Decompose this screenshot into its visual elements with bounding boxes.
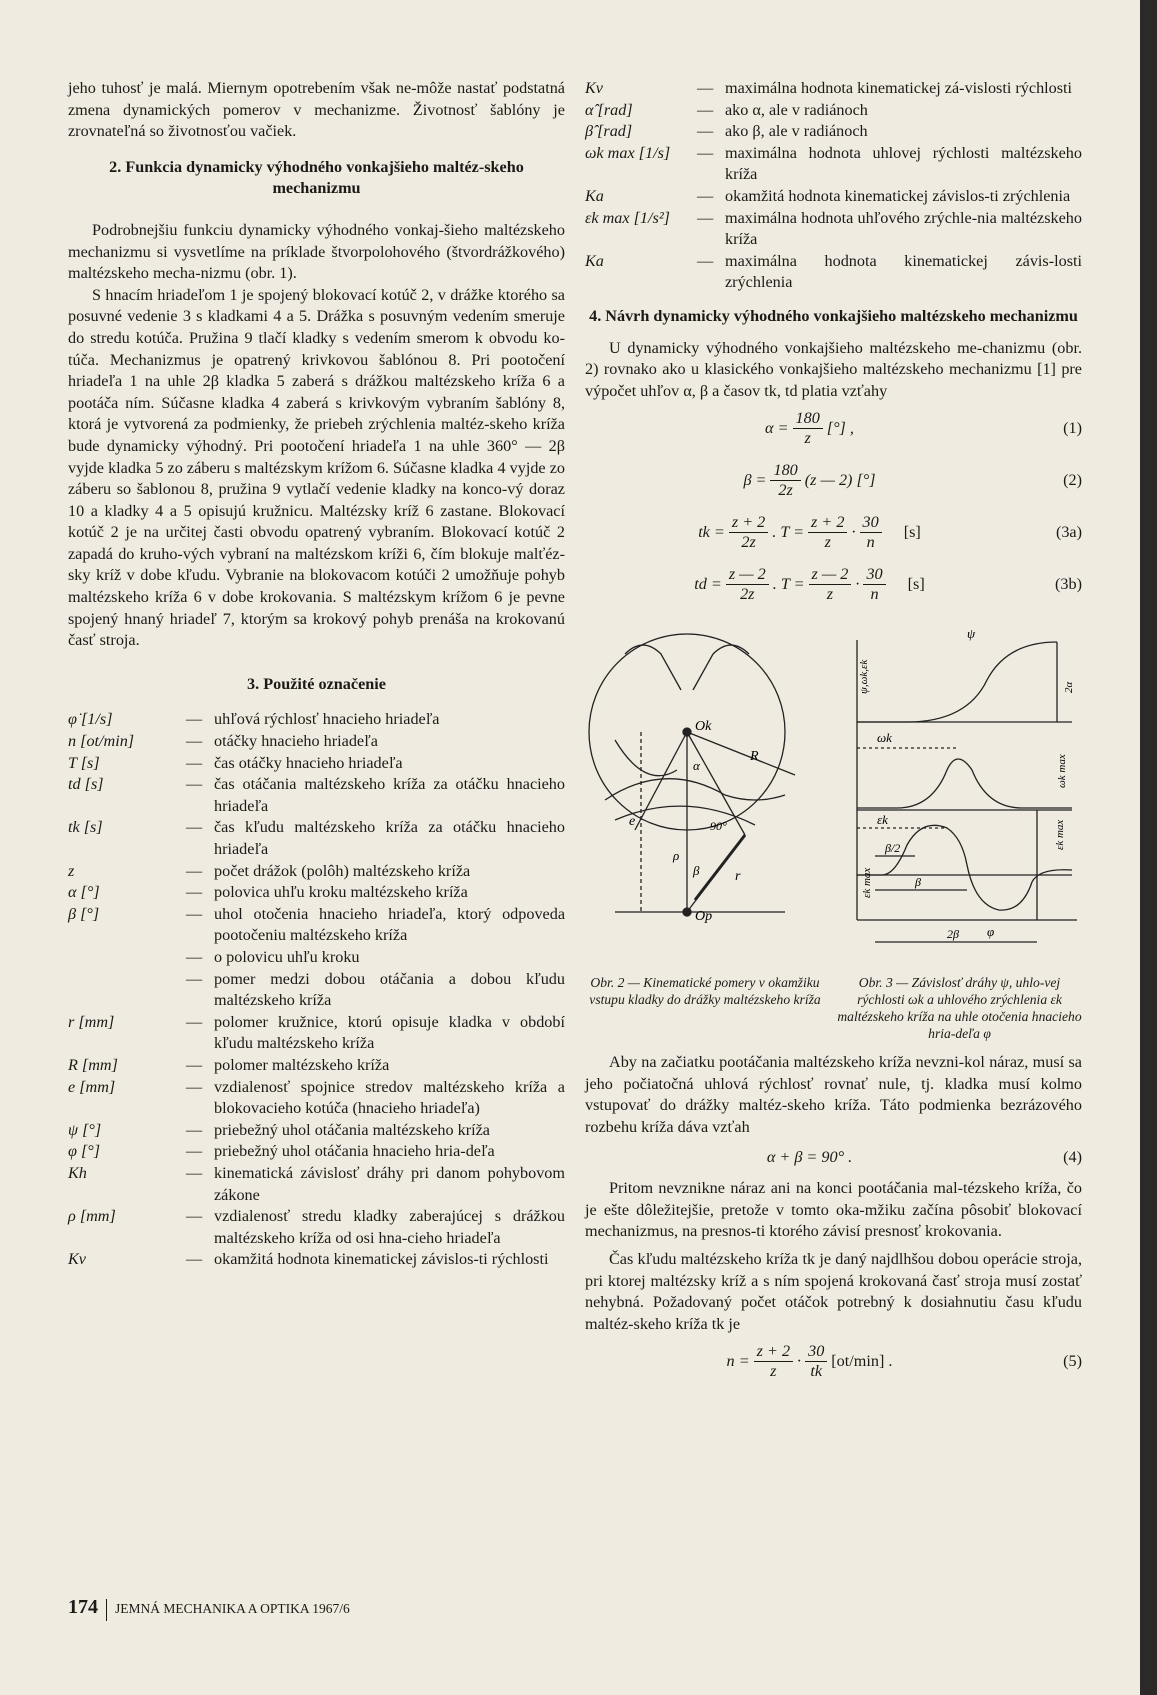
- symbol-row: [68, 753, 565, 775]
- intro-paragraph: jeho tuhosť je malá. Miernym opotrebením však ne-môže nastať podstatná zmena dynamických pomerov v mechanizme. Životnosť šablóny je zrovnateľná so životnosťou vačiek.: [68, 79, 565, 141]
- symbol-dash: —: [186, 1163, 203, 1182]
- figure-2: [585, 620, 825, 972]
- eq2-rhs: (z — 2) [°]: [804, 470, 876, 489]
- symbol: εk max [1/s²]: [585, 208, 670, 227]
- symbol-row: [68, 1120, 565, 1142]
- fig3-eps-max-label-2: εk max: [861, 868, 873, 899]
- symbol-description: okamžitá hodnota kinematickej závislos-ti zrýchlenia: [725, 186, 1071, 205]
- symbol: R [mm]: [68, 1055, 118, 1074]
- eq2-fraction: [770, 461, 800, 500]
- symbol: Kv: [68, 1250, 86, 1269]
- maltese-cross-diagram: [585, 620, 825, 965]
- symbol-row: [68, 1141, 565, 1163]
- left-column: [68, 78, 565, 1271]
- fig3-omega-label: ωk: [877, 730, 892, 746]
- symbol-row: [68, 1206, 565, 1249]
- symbol: α [°]: [68, 883, 100, 902]
- eq3b-fraction-3: [863, 565, 885, 604]
- fig3-axis-label: ψ,ωk,εk: [858, 660, 870, 695]
- fig3-eps-label: εk: [877, 812, 888, 828]
- fig3-two-alpha-label: 2α: [1063, 682, 1075, 694]
- eq3b-num-1: z — 2: [726, 565, 769, 585]
- fig2-alpha-label: α: [693, 758, 700, 774]
- symbol-row: [68, 882, 565, 904]
- fig3-omega-max-label: ωk max: [1056, 754, 1068, 789]
- eq5-num-2: 30: [805, 1342, 827, 1362]
- symbol-row: [585, 251, 1082, 294]
- eq4-number: (4): [1063, 1148, 1082, 1167]
- symbol-row: [68, 1012, 565, 1055]
- symbol-description: polomer kružnice, ktorú opisuje kladka v období kľudu maltézskeho kríža: [214, 1012, 565, 1053]
- fig3-beta-half-label: β/2: [885, 841, 901, 856]
- eq3a-fraction-3: [860, 513, 882, 552]
- fig3-eps-max-label: εk max: [1054, 820, 1066, 851]
- symbol-dash: —: [186, 1055, 203, 1074]
- fig2-rho-label: ρ: [673, 848, 680, 864]
- symbol-dash: —: [186, 732, 203, 751]
- eq3a-num-2: z + 2: [808, 513, 847, 533]
- symbol-list-continued: [585, 78, 1082, 294]
- symbol-dash: —: [186, 710, 203, 729]
- equation-3b: td = $\frac{z — 2}{2z}$ . T = $\frac{z — 2}{z}$ · $\frac{30}{n}$ [s] (3b): [694, 564, 1082, 603]
- symbol-description: o polovicu uhľu kroku: [214, 947, 360, 966]
- symbol-row: [68, 774, 565, 817]
- fig3-phi-label: φ: [987, 924, 995, 940]
- symbol: tk [s]: [68, 818, 103, 837]
- symbol-description: priebežný uhol otáčania hnacieho hria-deľa: [214, 1142, 495, 1161]
- symbol: r [mm]: [68, 1012, 115, 1031]
- symbol-dash: —: [186, 1077, 203, 1096]
- symbol-dash: —: [186, 775, 203, 794]
- symbol-description: vzdialenosť spojnice stredov maltézskeho kríža a blokovacieho kotúča (hnacieho hriadeľa): [214, 1077, 565, 1118]
- symbol: φ [°]: [68, 1142, 101, 1161]
- symbol: Kv: [585, 79, 603, 97]
- symbol-row: [585, 186, 1082, 208]
- symbol: β̂ [rad]: [585, 122, 633, 141]
- symbol-dash: —: [186, 753, 203, 772]
- fig2-ok-label: Ok: [695, 719, 712, 735]
- journal-name: JEMNÁ MECHANIKA A OPTIKA 1967/6: [115, 1601, 350, 1616]
- eq3a-fraction-2: [808, 513, 847, 552]
- eq1-denominator: z: [804, 428, 811, 447]
- symbol-row: [68, 1249, 565, 1271]
- symbol-row: [585, 208, 1082, 251]
- symbol: td [s]: [68, 775, 104, 794]
- symbol-row: [68, 969, 565, 1012]
- symbol: T [s]: [68, 753, 100, 772]
- symbol-dash: —: [186, 861, 203, 880]
- eq5-number: (5): [1063, 1351, 1082, 1370]
- equation-3a: tk = $\frac{z + 2}{2z}$ . T = $\frac{z + 2}{z}$ · $\frac{30}{n}$ [s] (3a): [698, 512, 1082, 551]
- symbol: [68, 947, 186, 969]
- eq3b-fraction-1: [726, 565, 769, 604]
- symbol-description: maximálna hodnota kinematickej závis-losti zrýchlenia: [725, 251, 1082, 292]
- eq2-number: (2): [1063, 470, 1082, 489]
- eq3a-middle: . T =: [772, 522, 805, 541]
- symbol: φ̇ [1/s]: [68, 710, 113, 729]
- eq3a-den-3: n: [866, 532, 875, 551]
- symbol-description: polomer maltézskeho kríža: [214, 1055, 390, 1074]
- symbol-description: čas kľudu maltézskeho kríža za otáčku hnacieho hriadeľa: [214, 818, 565, 858]
- captions-row: [585, 974, 1082, 1042]
- symbol: α̂ [rad]: [585, 100, 633, 119]
- eq1-fraction: [793, 409, 823, 448]
- eq3b-den-2: z: [826, 584, 834, 603]
- symbol-dash: —: [186, 818, 203, 837]
- symbol-description: ako β, ale v radiánoch: [725, 122, 868, 141]
- symbol: e [mm]: [68, 1077, 116, 1096]
- symbol-row: [68, 731, 565, 753]
- eq3b-den-1: 2z: [740, 584, 755, 603]
- section-2-paragraph-2: S hnacím hriadeľom 1 je spojený blokovací kotúč 2, v drážke ktorého sa posuvné vedenie 3 s kladkami 4 a 5. Drážka s posuvným vedením smeruje do stredu kotúča. Pružina 9 tlačí kladky s vedením smerom k obvodu ko-túča. Mechanizmus je opatrený krivkovou šablónou 8. Pri pootočení hriadeľa 1 na uhle 2β kladka 5 zaberá s drážkou maltézskeho kríža 6 a pootáča ním. Súčasne kladka 4 zaberá s krivkovým vybraním šablóny 8, ktorá je vytvorená za podmienky, že priebeh zrýchlenia maltéz-skeho kríža bude dynamicky výhodný. Pri pootočení hriadeľa 1 na uhle 360° — 2β vyjde kladka 5 zo záberu s maltézskym krížom 6. Súčasne kladka 4 vyjde zo záberu so šablonou 8, pružina 9 vytlačí vedenie kladky na konco-vý doraz 10 a kladky 4 a 5 opisujú kružnicu. Maltézsky kríž 6 zastane. Blokovací kotúč 2 je na určitej časti obvodu opatrený vybraním. Blokovací kotúč 2 zapadá do kruho-vých vybraní na maltézskom kríži 6, čím blokuje malťéz-sky kríž v dobe kľudu. Vybranie na blokovacom kotúči 2 umožňuje pohyb maltézskeho kríža 6 v dobe krokovania. S maltézskym krížom 6 je pevne spojený hnaný hriadeľ 7, ktorým sa krokový pohyb prenáša na krokovanú časť stroja.: [68, 285, 565, 650]
- symbol-row: [68, 709, 565, 731]
- eq5-lhs: n =: [726, 1351, 750, 1370]
- symbol-description: uhol otočenia hnacieho hriadeľa, ktorý odpoveda pootočeniu maltézskeho kríža: [214, 904, 565, 945]
- fig3-two-beta-label: 2β: [947, 927, 959, 942]
- eq5-den-1: z: [770, 1361, 777, 1380]
- eq3b-unit: [s]: [907, 574, 925, 593]
- symbol: β [°]: [68, 904, 100, 923]
- symbol-row: [585, 121, 1082, 143]
- symbol-row: [68, 861, 565, 883]
- eq3a-fraction-1: [729, 513, 768, 552]
- symbol-description: otáčky hnacieho hriadeľa: [214, 732, 378, 751]
- eq3b-num-2: z — 2: [809, 565, 852, 585]
- figure-2-caption: Obr. 2 — Kinematické pomery v okamžiku vstupu kladky do drážky maltézskeho kríža: [589, 974, 821, 1007]
- equation-2: [585, 454, 1082, 506]
- eq3a-unit: [s]: [903, 522, 921, 541]
- eq1-lhs: α =: [765, 418, 789, 437]
- eq5-fraction-2: [805, 1342, 827, 1381]
- eq2-lhs: β =: [743, 470, 767, 489]
- symbol: Ka: [585, 186, 604, 205]
- eq1-rhs: [°] ,: [826, 418, 854, 437]
- symbol-description: uhľová rýchlosť hnacieho hriadeľa: [214, 710, 440, 729]
- symbol-description: počet drážok (polôh) maltézskeho kríža: [214, 861, 471, 880]
- symbol-description: priebežný uhol otáčania maltézskeho kríža: [214, 1120, 490, 1139]
- eq3b-den-3: n: [870, 584, 879, 603]
- fig2-r-label: r: [735, 869, 741, 885]
- eq2-denominator: 2z: [778, 480, 793, 499]
- symbol-description: kinematická závislosť dráhy pri danom pohybovom zákone: [214, 1163, 565, 1204]
- eq3a-den-1: 2z: [741, 532, 756, 551]
- symbol-description: maximálna hodnota kinematickej zá-vislosti rýchlosti: [725, 79, 1073, 97]
- section-4-paragraph-1: U dynamicky výhodného vonkajšieho maltézskeho me-chanizmu (obr. 2) rovnako ako u klasického vonkajšieho maltézskeho mechanizmu [1] pre výpočet uhľov α, β a časov tk, td platia vzťahy: [585, 338, 1082, 400]
- symbol-description: pomer medzi dobou otáčania a dobou kľudu maltézskeho kríža: [214, 969, 565, 1010]
- section-4-paragraph-3: Pritom nevznikne náraz ani na konci pootáčania mal-tézskeho kríža, čo je ešte dôležitejšie, pretože v tomto oka-mžiku začína pôsobiť blokovací mechanizmus, na presnos-ti ktorého závisí presnosť krokovania.: [585, 1179, 1082, 1241]
- fig2-angle-label: 90°: [710, 819, 727, 834]
- symbol-dash: —: [697, 251, 714, 270]
- section-2-heading: 2. Funkcia dynamicky výhodného vonkajšieho maltéz-skeho mechanizmu: [109, 157, 524, 198]
- figure-3-caption: Obr. 3 — Závislosť dráhy ψ, uhlo-vej rýchlosti ωk a uhlového zrýchlenia εk maltézskeho kríža na uhle otočenia hnacieho hria-deľa φ: [837, 974, 1082, 1041]
- figure-3: [837, 620, 1082, 972]
- eq1-number: (1): [1063, 418, 1082, 437]
- symbol: [68, 969, 186, 1012]
- symbol-row: [585, 143, 1082, 186]
- page-number: 174: [68, 1596, 98, 1618]
- fig2-R-label: R: [750, 749, 759, 765]
- symbol-dash: —: [186, 947, 203, 966]
- symbol-dash: —: [697, 122, 714, 141]
- symbol-row: [68, 1163, 565, 1206]
- symbol: ρ [mm]: [68, 1207, 116, 1226]
- fig3-beta-label: β: [915, 875, 921, 890]
- symbol-dash: —: [697, 100, 714, 119]
- eq3b-lhs: td =: [694, 574, 722, 593]
- symbol-row: [585, 78, 1082, 100]
- section-2-paragraph-1: Podrobnejšiu funkciu dynamicky výhodného vonkaj-šieho maltézskeho mechanizmu si vysvetlíme na príklade štvorpolohového (štvordrážkového) maltézskeho mecha-nizmu (obr. 1).: [68, 220, 565, 283]
- symbol-dash: —: [186, 969, 203, 988]
- symbol-dash: —: [697, 143, 714, 162]
- eq3b-middle: . T =: [772, 574, 805, 593]
- symbol-dash: —: [186, 883, 203, 902]
- symbol-dash: —: [186, 1250, 203, 1269]
- symbol: Ka: [585, 251, 604, 270]
- eq2-numerator: 180: [770, 461, 800, 481]
- page-footer: [68, 1597, 350, 1621]
- eq5-num-1: z + 2: [754, 1342, 793, 1362]
- eq5-den-2: tk: [810, 1361, 823, 1380]
- section-4-heading: 4. Návrh dynamicky výhodného vonkajšieho maltézskeho mechanizmu: [589, 306, 1078, 325]
- symbol-dash: —: [697, 208, 714, 227]
- symbol-row: [68, 904, 565, 947]
- symbol-list: [68, 709, 565, 1270]
- fig2-beta-label: β: [693, 863, 700, 879]
- symbol-description: čas otáčania maltézskeho kríža za otáčku hnacieho hriadeľa: [214, 775, 565, 815]
- eq1-numerator: 180: [793, 409, 823, 429]
- symbol: ωk max [1/s]: [585, 143, 671, 162]
- symbol-row: [585, 100, 1082, 122]
- symbol: ψ [°]: [68, 1120, 102, 1139]
- figures-row: [585, 620, 1082, 972]
- fig3-psi-label: ψ: [967, 626, 976, 642]
- eq3b-num-3: 30: [863, 565, 885, 585]
- eq3a-den-2: z: [824, 532, 831, 551]
- fig2-e-label: e: [629, 814, 636, 830]
- symbol-row: [68, 1077, 565, 1120]
- eq3b-fraction-2: [809, 565, 852, 604]
- eq5-rhs: [ot/min] .: [831, 1351, 893, 1370]
- scan-edge: [1140, 0, 1157, 1695]
- symbol-description: okamžitá hodnota kinematickej závislos-ti rýchlosti: [214, 1250, 549, 1269]
- eq3a-lhs: tk =: [698, 522, 725, 541]
- symbol-dash: —: [697, 79, 714, 97]
- symbol-description: čas otáčky hnacieho hriadeľa: [214, 753, 403, 772]
- symbol-description: polovica uhľu kroku maltézskeho kríža: [214, 883, 468, 902]
- equation-4: [585, 1138, 1082, 1178]
- section-4-paragraph-4: Čas kľudu maltézskeho kríža tk je daný najdlhšou dobou operácie stroja, pri ktorej maltézsky kríž a s ním spojená krokovaná časť stroja musí zostať nehybná. Požadovaný počet otáčok potrebný k dosiahnutiu času kľudu maltéz-skeho kríža tk je: [585, 1250, 1082, 1333]
- eq3b-number: (3b): [1055, 574, 1082, 593]
- right-column: [585, 78, 1082, 1387]
- section-3-heading: 3. Použité označenie: [247, 674, 386, 693]
- symbol-row: [68, 1055, 565, 1077]
- symbol: z: [68, 861, 75, 880]
- symbol-dash: —: [186, 904, 203, 923]
- symbol-row: [68, 817, 565, 860]
- symbol-description: maximálna hodnota uhľového zrýchle-nia maltézskeho kríža: [725, 208, 1082, 249]
- eq3a-num-1: z + 2: [729, 513, 768, 533]
- equation-1: [585, 402, 1082, 454]
- symbol: n [ot/min]: [68, 732, 135, 751]
- eq4-text: α + β = 90° .: [766, 1148, 853, 1167]
- section-4-paragraph-2: Aby na začiatku pootáčania maltézskeho kríža nevzni-kol náraz, musí sa jeho počiatočná uhlová rýchlosť rovnať nule, tj. kladka musí kolmo vstupovať do drážky maltéz-skeho kríža. Táto podmienka bezrázového rozbehu kríža dáva vzťah: [585, 1052, 1082, 1136]
- symbol-dash: —: [186, 1207, 203, 1226]
- symbol: Kh: [68, 1163, 87, 1182]
- symbol-dash: —: [697, 186, 714, 205]
- symbol-dash: —: [186, 1120, 203, 1139]
- equation-5: n = $\frac{z + 2}{z}$ · $\frac{30}{tk}$ [ot/min] . (5): [726, 1341, 1082, 1380]
- symbol-description: vzdialenosť stredu kladky zaberajúcej s drážkou maltézskeho kríža od osi hna-cieho hriadeľa: [214, 1207, 565, 1247]
- eq5-fraction-1: [754, 1342, 793, 1381]
- symbol-dash: —: [186, 1142, 203, 1161]
- symbol-description: maximálna hodnota uhlovej rýchlosti maltézskeho kríža: [725, 143, 1082, 184]
- eq3a-number: (3a): [1055, 522, 1082, 541]
- eq3a-num-3: 30: [860, 513, 882, 533]
- symbol-dash: —: [186, 1012, 203, 1031]
- symbol-description: ako α, ale v radiánoch: [725, 100, 868, 119]
- fig2-op-label: Op: [695, 909, 713, 925]
- symbol-row: [68, 947, 565, 969]
- kinematics-graph: [837, 620, 1082, 965]
